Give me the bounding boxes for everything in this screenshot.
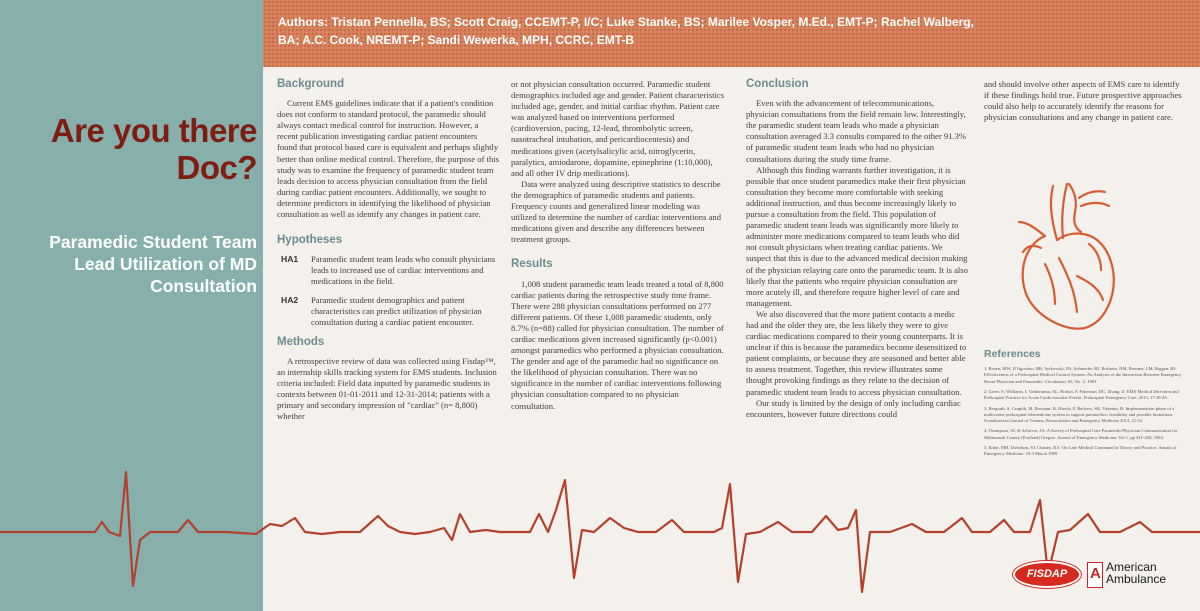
reference-item: 5. Erder, MH, Davidson, SJ, Chaney, RA: On Line Medical Command in Theory and Practice. Annals of Emergency Medicine. 18:3 March 1989	[984, 445, 1177, 457]
results-heading: Results	[511, 258, 553, 271]
conclusion-text-3: We also discovered that the more patient contacts a medic had and the older they are, the less likely they were to give cardiac medications compared to their young counterparts. It is unclear if this is because the paramedics become desensitized to patient complaints, or because they are seasoned and better able to assess treatment. Together, this review illustrates some thought provoking findings as they relate to the decision of paramedic student team leads to access physician consultation.	[746, 308, 967, 397]
background-heading: Background	[277, 78, 345, 90]
methods-heading: Methods	[277, 335, 325, 348]
column-1	[277, 79, 499, 422]
hypothesis-tag: HA2	[281, 294, 299, 305]
column-4	[984, 79, 1184, 123]
authors-list: Authors: Tristan Pennella, BS; Scott Craig, CCEMT-P, I/C; Luke Stanke, BS; Marilee Vosper, M.Ed., EMT-P; Rachel Walberg, BA; A.C. Cook, NREMT-P; Sandi Wewerka, MPH, CCRC, EMT-B	[278, 15, 974, 47]
reference-item: 3. Bergrath, S, Czaplik, M, Rossaint, R, Hirsch, F, Beckers, SK, Valentin, B: Implementation phase of a multicenter prehospital telemedicine system to support paramedics: feasibility and possible limitations. Scandinavian Journal of Trauma, Resuscitation and Emergency Medicine 2013, 21:54	[984, 405, 1175, 424]
hypothesis-text: Paramedic student team leads who consult physicians leads to increased use of cardiac interventions and medications in the field.	[311, 254, 496, 287]
heart-icon	[1005, 178, 1123, 334]
methods-text-1-cont: or not physician consultation occurred. Paramedic student demographics included age and gender. Patient characteristics included age, gender, and initial cardiac rhythm. Patient care was analyzed based on interventions performed (cardioversion, pacing, 12-lead, thrombolytic screen, nasotracheal intubation, and pericardiocentesis) and medications given (acetylsalicylic acid, nitroglycerin, paralytics, amiodarone, dopamine, epinephrine (1:10,000), and all other IV drip medications).	[511, 79, 725, 178]
fisdap-logo-text: FISDAP	[1026, 568, 1068, 580]
methods-text-1: A retrospective review of data was collected using Fisdap™, an internship skills tracking system for EMS students. Inclusion criteria included: Field data inputted by paramedic students in contexts between 01-01-2011 and 12-31-2014; patients with a primary and secondary impression of "cardiac" (n= 8,800) whether	[277, 355, 497, 422]
methods-text-2: Data were analyzed using descriptive statistics to describe the demographics of paramedic students and patients. Frequency counts and generalized linear modeling was utilized to determine the number of cardiac interventions and medications given and describe any differences between treatment groups.	[511, 178, 721, 245]
conclusion-text-4: Our study is limited by the design of only including cardiac encounters, however future directions could	[746, 397, 961, 419]
references-section	[984, 349, 1182, 462]
conclusion-heading: Conclusion	[746, 78, 809, 90]
hypotheses-heading: Hypotheses	[277, 234, 343, 247]
reference-item: 4. Thompson, SJ, & Schriver, JA: A Survey of Prehospital Care Paramedic/Physician Communication for Multnomah County (Portland) Oregon. Journal of Emergency Medicine, Vol 1, pp 421-428, 1984.	[984, 428, 1178, 440]
american-ambulance-logo	[1087, 561, 1182, 591]
left-title-panel	[0, 0, 263, 611]
column-3	[746, 79, 968, 420]
poster-title: Are you there Doc?	[50, 112, 257, 186]
poster-subtitle: Paramedic Student Team Lead Utilization of MD Consultation	[49, 232, 257, 296]
reference-item: 1. Rosen, MW, D'Agostino, RB, Sytkowski, PA, Schneider, BJ, Bolstein, NM, Brenner, LM, Biggen, BJ: Effectiveness of a Prehospital Medical Control System: An Analysis of the Interaction Between Emergency Room Physician and Paramedic. Circulation, 63, No. 2, 1981	[984, 366, 1182, 384]
reference-item: 2. Greer, S, Williams, I, Valderrama, AL, Bolton, P, Patterson, DC, Zhang, Z: EMS Medical Direction and Prehospital Practice for Acute Cardiovascular Events. Prehospital Emergency Care, 2013, 17:38-45.	[984, 388, 1179, 401]
conclusion-text-2: Although this finding warrants further investigation, it is possible that once student paramedics make their first physician consultation they become more comfortable with seeking additional instruction, and thus become increasingly likely to pursue a consultation from the field. This population of paramedic student team leads was significantly more likely to administer more medications compared to team leads who did not consult physicians when treating cardiac patients. We suspect that this is due to the advanced medical decision making of the physician relaying care onto the paramedic team. It is also likely that the patients who require physician consultation are more acutely ill, and therefore require higher level of care and management.	[746, 164, 968, 308]
column-2	[511, 79, 725, 412]
conclusion-text-4-cont: and should involve other aspects of EMS care to identify if these findings hold true. Future prospective approaches could also help to accurately identify the reasons for physician consultations and any change in patient care.	[984, 79, 1182, 123]
references-list	[984, 366, 1182, 458]
hypothesis-item	[277, 295, 499, 328]
fisdap-logo	[1013, 561, 1081, 588]
results-text: 1,008 student paramedic team leads treated a total of 8,800 cardiac patients during the retrospective study time frame. There were 288 physician consultations performed on 277 different patients. Of these 1,008 paramedic students, only 8.7% (n=88) called for physician consultation. The number of cardiac medications given increased significantly (p<0.001) amongst paramedics who performed a physician consultation. The gender and age of the paramedic had no significance on the likelihood of physician consultation. There was no significance in the number of cardiac interventions following physician consultation compared to no physician consultation.	[511, 278, 724, 411]
hypothesis-item	[277, 254, 499, 287]
hypothesis-text: Paramedic student demographics and patient characteristics can predict utilization of physician consultation during a cardiac patient encounter.	[311, 294, 482, 327]
authors-banner	[263, 0, 1200, 67]
references-heading: References	[984, 348, 1041, 360]
conclusion-text-1: Even with the advancement of telecommunications, physician consultations from the field remain low. Interestingly, the paramedic student team leads who made a physician consultation averaged 3.3 consults compared to the other 91.3% of paramedic student team leads who had no physician consultations during the study time frame.	[746, 98, 967, 164]
american-ambulance-text-line2: Ambulance	[1106, 572, 1167, 586]
american-ambulance-text-line1: American	[1106, 560, 1157, 574]
hypothesis-tag: HA1	[281, 254, 299, 265]
american-ambulance-mark-icon: A	[1087, 562, 1103, 588]
background-text: Current EMS guidelines indicate that if a patient's condition does not conform to standard protocol, the paramedic should always contact medical control for instruction. However, a recent publication investigating cardiac patient encounters found that protocol based care is equivalent and perhaps slightly better than online medical control. Therefore, the purpose of this study was to examine the frequency of paramedic student team leads decision to access physician consultation from the field during cardiac patient encounters. Additionally, we sought to determine predictors in identifying the likelihood of physician consultation as well as identify any changes in patient care.	[277, 98, 500, 220]
